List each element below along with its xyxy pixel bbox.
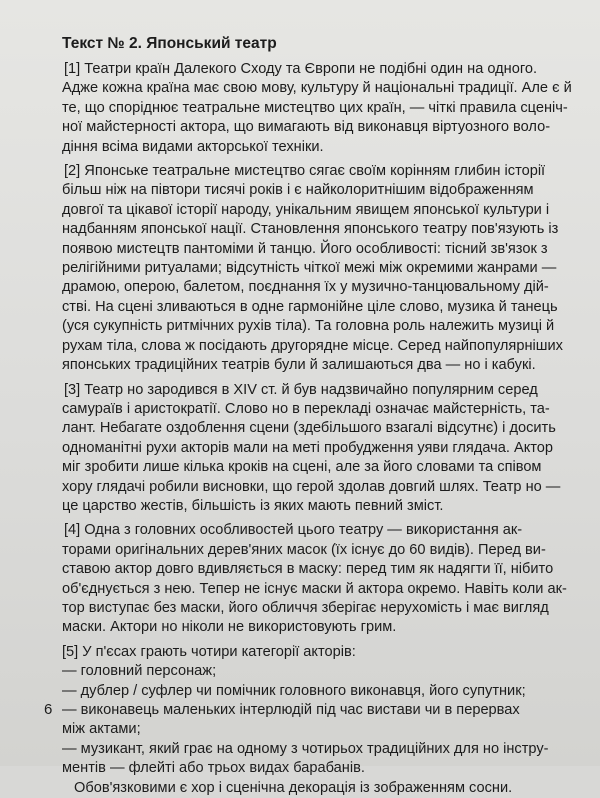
text-line: те, що споріднює театральне мистецтво цих країн, — чіткі правила сценіч- (62, 99, 568, 116)
text-line: об'єднується з нею. Тепер не існує маски й актора окремо. Навіть коли ак- (62, 580, 567, 597)
text-line: міг зробити лише кілька кроків на сцені, але за його словами та співом (62, 459, 542, 476)
actor-categories-list (62, 643, 558, 779)
list-item-continuation: між актами; (62, 721, 141, 738)
text-line: [3] Театр но зародився в XIV ст. й був надзвичайно популярним серед (64, 381, 538, 398)
text-line: торами оригінальних дерев'яних масок (їх існує до 60 видів). Перед ви- (62, 541, 546, 558)
page-number: 6 (44, 701, 53, 718)
paragraph-3 (62, 381, 561, 517)
text-title: Текст № 2. Японський театр (62, 35, 277, 52)
text-line: драмою, оперою, балетом, поєднання їх у музично-танцювальному дій- (62, 279, 549, 296)
text-line: ної майстерності актора, що вимагають від виконавця віртуозного воло- (62, 119, 551, 136)
text-line: більш ніж на півтори тисячі років і є найколоритнішим відображенням (62, 182, 534, 199)
text-line: тор виступає без маски, його обличчя зберігає нерухомість і має вигляд (62, 599, 549, 616)
text-line: рухам тіла, слова ж посідають другорядне місце. Серед найпопулярніших (62, 337, 563, 354)
list-item: — виконавець маленьких інтерлюдій під час вистави чи в перервах (62, 702, 520, 718)
closing-sentence: Обов'язковими є хор і сценічна декорація із зображенням сосни. (74, 779, 513, 796)
text-line: [2] Японське театральне мистецтво сягає своїм корінням глибин історії (64, 163, 546, 180)
list-item: — головний персонаж; (62, 663, 217, 680)
text-line: це царство жестів, більшість із яких мають певний зміст. (62, 497, 444, 514)
text-line: (уся сукупність ритмічних рухів тіла). Та головна роль належить музиці й (62, 318, 555, 335)
text-line: лант. Небагате оздоблення сцени (здебільшого взагалі відсутнє) і досить (62, 420, 556, 437)
text-line: ставою актор довго вдивляється в маску: перед тим як надягти її, нібито (62, 561, 554, 578)
text-line: надбанням японської нації. Становлення японського театру пов'язують із (62, 221, 559, 238)
list-intro: [5] У п'єсах грають чотири категорії акторів: (62, 643, 356, 660)
text-line: [1] Театри країн Далекого Сходу та Європи не подібні один на одного. (64, 61, 538, 77)
text-line: стві. На сцені зливаються в одне гармонійне ціле слово, музика й танець (62, 298, 558, 315)
text-line: Адже кожна країна має свою мову, культуру й національні традиції. Але є й (62, 80, 572, 97)
text-line: маски. Актори но ніколи не використовують грим. (62, 619, 397, 636)
text-line: релігійними ритуалами; відсутність чіткої межі між окремими жанрами — (62, 260, 557, 277)
text-line: самураїв і аристократії. Слово но в перекладі означає майстерність, та- (62, 400, 550, 417)
list-item: — музикант, який грає на одному з чотирьох традиційних для но інстру- (62, 740, 549, 757)
paragraph-1 (62, 60, 572, 157)
text-line: одноманітні рухи акторів мали на меті пробудження уяви глядача. Актор (62, 439, 553, 456)
text-line: довгої та цікавої історії народу, унікальним явищем японської культури і (62, 201, 550, 218)
list-item: — дублер / суфлер чи помічник головного виконавця, його супутник; (62, 682, 526, 699)
text-line: хору глядачі робили висновки, що герой здолав довгий шлях. Театр но — (62, 478, 561, 495)
text-line: появою мистецтв пантоміми й танцю. Його особливості: тісний зв'язок з (62, 240, 548, 257)
text-line: діння всіма видами акторської техніки. (62, 138, 324, 155)
paragraph-4 (62, 521, 567, 637)
text-line: [4] Одна з головних особливостей цього театру — використання ак- (64, 522, 523, 539)
paragraph-2 (62, 162, 563, 375)
text-line: японських традиційних театрів були й залишаються два — но і кабукі. (62, 357, 536, 374)
list-item-continuation: ментів — флейті або трьох видах барабанів. (62, 760, 365, 777)
